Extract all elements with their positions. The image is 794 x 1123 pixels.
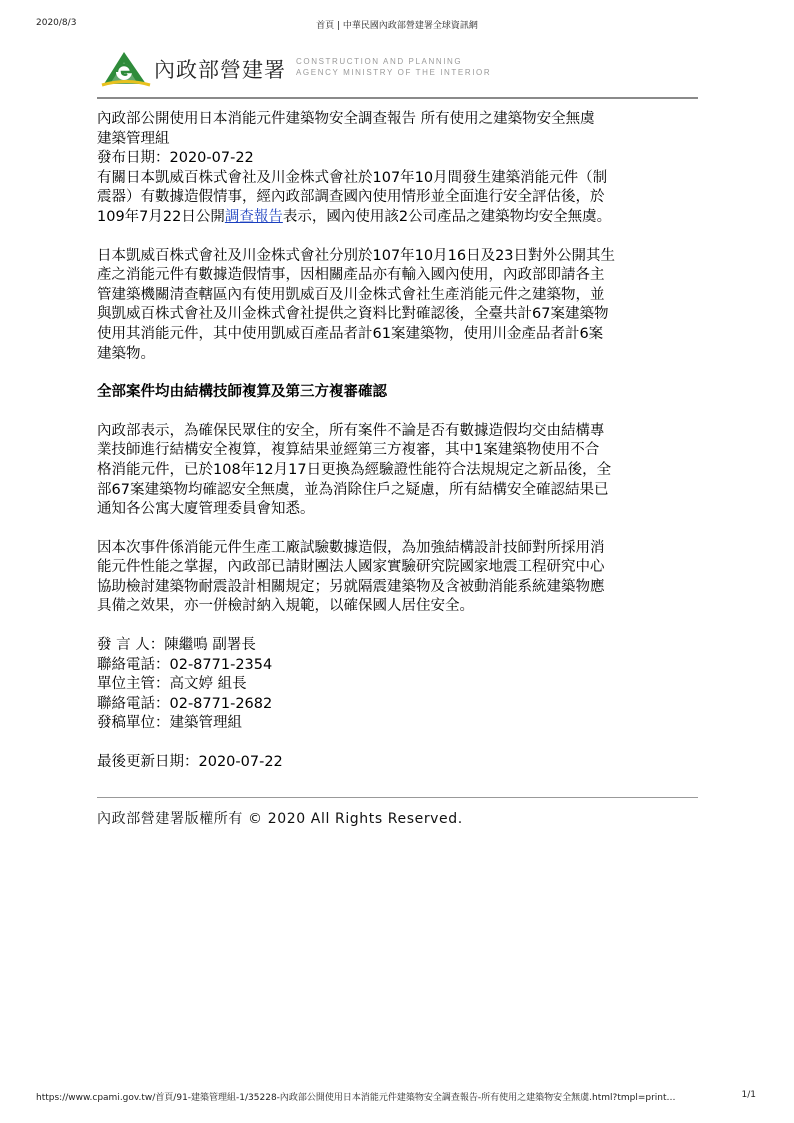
agency-name-en-line2: AGENCY MINISTRY OF THE INTERIOR xyxy=(296,68,492,77)
contact-block xyxy=(97,636,702,734)
agency-name-cn: 內政部營建署 xyxy=(154,58,286,82)
intro-line-1: 有關日本凱威百株式會社及川金株式會社於107年10月間發生建築消能元件（制 xyxy=(97,169,608,186)
last-updated-value: 2020-07-22 xyxy=(198,754,283,771)
last-updated-label: 最後更新日期： xyxy=(97,754,199,771)
publish-date-value: 2020-07-22 xyxy=(169,150,254,167)
para2-line-6: 建築物。 xyxy=(97,345,155,362)
last-updated xyxy=(97,753,702,773)
publish-date-label: 發布日期： xyxy=(97,150,170,167)
para2-line-1: 日本凱威百株式會社及川金株式會社分別於107年10月16日及23日對外公開其生 xyxy=(97,247,616,264)
para3-line-2: 業技師進行結構安全複算，複算結果並經第三方複審，其中1案建築物使用不合 xyxy=(97,442,600,459)
publish-date xyxy=(97,149,702,169)
section-subheading: 全部案件均由結構技師複算及第三方複審確認 xyxy=(97,384,387,401)
paragraph-3 xyxy=(97,422,702,520)
intro-line-2: 震器）有數據造假情事，經內政部調查國內使用情形並全面進行安全評估後，於 xyxy=(97,189,605,206)
agency-name-en-line1: CONSTRUCTION AND PLANNING xyxy=(296,57,463,66)
paragraph-2 xyxy=(97,247,702,365)
contact-issuing-unit: 發稿單位：建築管理組 xyxy=(97,715,242,732)
print-page-number: 1/1 xyxy=(741,1090,756,1100)
para4-line-3: 協助檢討建築物耐震設計相關規定；另就隔震建築物及含被動消能系統建築物應 xyxy=(97,578,605,595)
print-date: 2020/8/3 xyxy=(36,18,77,28)
copyright-notice: 內政部營建署版權所有 © 2020 All Rights Reserved. xyxy=(97,811,463,827)
article-department: 建築管理組 xyxy=(97,130,170,147)
intro-line-3 xyxy=(97,208,702,228)
paragraph-4 xyxy=(97,539,702,617)
print-header xyxy=(0,18,794,32)
para2-line-2: 產之消能元件有數據造假情事，因相關產品亦有輸入國內使用，內政部即請各主 xyxy=(97,267,605,284)
footer-divider xyxy=(97,797,698,798)
para2-line-4: 與凱威百株式會社及川金株式會社提供之資料比對確認後，全臺共計67案建築物 xyxy=(97,306,609,323)
survey-report-link[interactable]: 調查報告 xyxy=(224,208,283,225)
contact-unit-head: 單位主管：高文婷 組長 xyxy=(97,676,247,693)
article xyxy=(97,110,702,773)
print-url: https://www.cpami.gov.tw/首頁/91-建築管理組-1/35228-內政部公開使用日本消能元件建築物安全調查報告-所有使用之建築物安全無虞.html?tmpl=print… xyxy=(36,1093,676,1103)
agency-name-en xyxy=(296,56,491,78)
para4-line-1: 因本次事件係消能元件生產工廠試驗數據造假，為加強結構設計技師對所採用消 xyxy=(97,539,605,556)
para3-line-3: 格消能元件，已於108年12月17日更換為經驗證性能符合法規規定之新品後，全 xyxy=(97,461,612,478)
para2-line-3: 管建築機關清查轄區內有使用凱威百及川金株式會社生產消能元件之建築物，並 xyxy=(97,286,605,303)
print-footer xyxy=(0,1090,794,1104)
print-page-title: 首頁 | 中華民國內政部營建署全球資訊網 xyxy=(316,21,478,31)
contact-spokesperson: 發 言 人：陳繼鳴 副署長 xyxy=(97,637,256,654)
para2-line-5: 使用其消能元件，其中使用凱威百產品者計61案建築物，使用川金產品者計6案 xyxy=(97,325,604,342)
article-title: 內政部公開使用日本消能元件建築物安全調查報告 所有使用之建築物安全無虞 xyxy=(97,111,595,127)
contact-phone-2: 聯絡電話：02-8771-2682 xyxy=(97,695,273,712)
intro-line-3-after: 表示，國內使用該2公司產品之建築物均安全無虞。 xyxy=(282,208,612,225)
site-logo[interactable] xyxy=(100,46,698,98)
para3-line-5: 通知各公寓大廈管理委員會知悉。 xyxy=(97,501,315,518)
contact-phone-1: 聯絡電話：02-8771-2354 xyxy=(97,656,273,673)
para3-line-4: 部67案建築物均確認安全無虞，並為消除住戶之疑慮，所有結構安全確認結果已 xyxy=(97,481,609,498)
agency-emblem-icon xyxy=(100,48,152,88)
para3-line-1: 內政部表示，為確保民眾住的安全，所有案件不論是否有數據造假均交由結構專 xyxy=(97,422,605,439)
intro-line-3-before: 109年7月22日公開 xyxy=(97,208,225,225)
header-divider xyxy=(97,97,698,99)
para4-line-2: 能元件性能之掌握，內政部已請財團法人國家實驗研究院國家地震工程研究中心 xyxy=(97,559,605,576)
para4-line-4: 具備之效果，亦一併檢討納入規範，以確保國人居住安全。 xyxy=(97,598,474,615)
